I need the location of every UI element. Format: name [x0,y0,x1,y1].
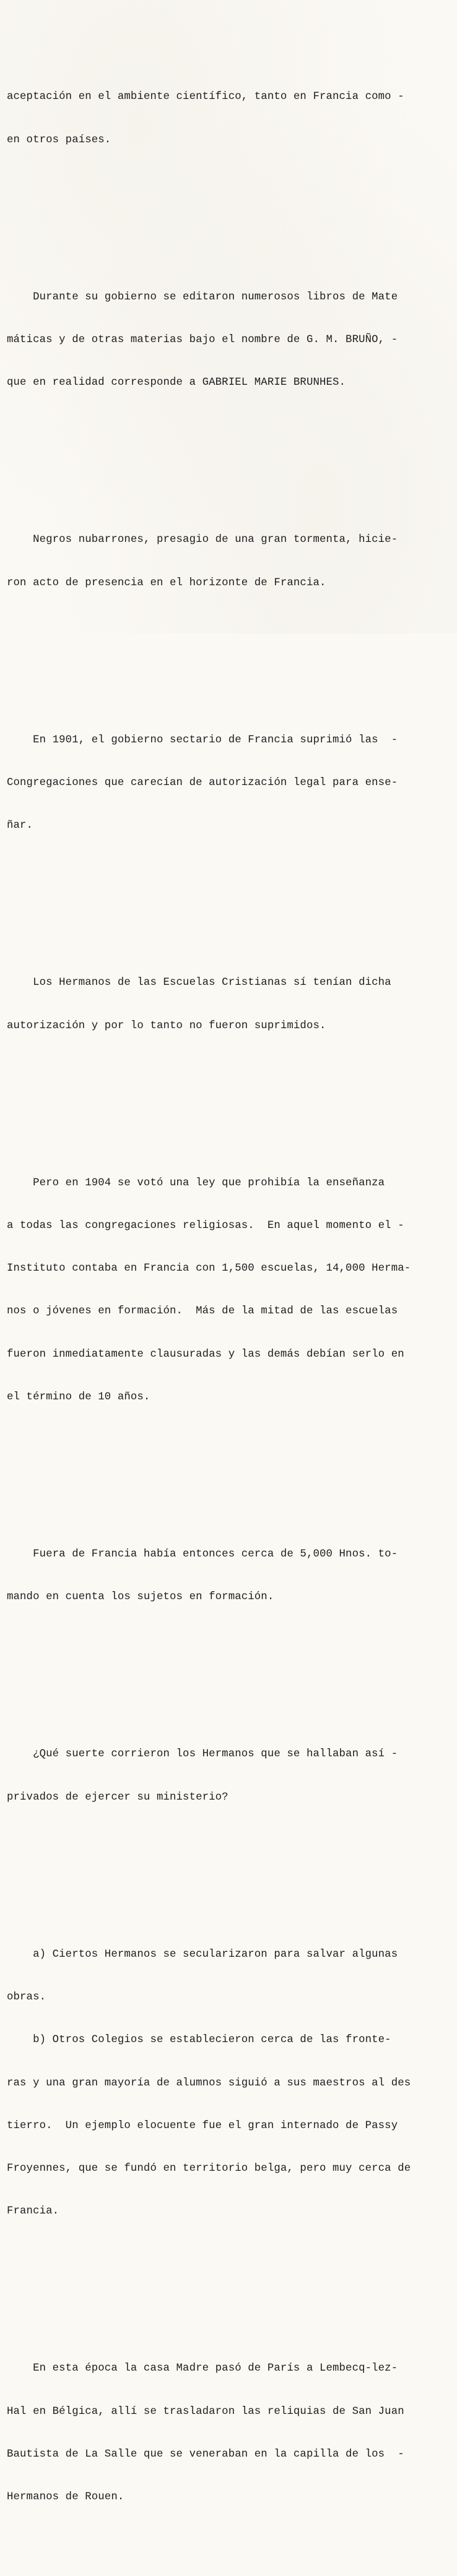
text-line: Hermanos de Rouen. [7,2491,124,2504]
text-line: Fuera de Francia había entonces cerca de 5,000 Hnos. to- [7,1548,398,1561]
paragraph-6 [7,1147,450,1433]
text-line: el término de 10 años. [7,1391,150,1403]
text-line: Hal en Bélgica, allí se trasladaron las reliquias de San Juan [7,2405,404,2418]
text-line: a) Ciertos Hermanos se secularizaron para salvar algunas [7,1948,398,1960]
text-line: obras. [7,1991,46,2003]
paragraph-7 [7,1519,450,1633]
paragraph-5 [7,947,450,1062]
text-line: Instituto contaba en Francia con 1,500 escuelas, 14,000 Herma- [7,1263,411,1275]
text-line: ras y una gran mayoría de alumnos siguió a sus maestros al des [7,2077,411,2089]
paragraph-8 [7,1719,450,1833]
text-line: privados de ejercer su ministerio? [7,1791,228,1803]
text-line: Los Hermanos de las Escuelas Cristianas sí tenían dicha [7,977,391,989]
text-line: tierro. Un ejemplo elocuente fue el gran internado de Passy [7,2119,398,2132]
text-line: mando en cuenta los sujetos en formación. [7,1591,274,1604]
paragraph-2 [7,262,450,419]
text-line: máticas y de otras materias bajo el nombre de G. M. BRUÑO, - [7,334,398,346]
paragraph-1 [7,61,450,176]
paragraph-9 [7,1918,450,2247]
paragraph-3 [7,504,450,619]
text-line: en otros países. [7,134,111,146]
text-line: Froyennes, que se fundó en territorio belga, pero muy cerca de [7,2163,411,2175]
text-line: ¿Qué suerte corrieron los Hermanos que se hallaban así - [7,1748,398,1761]
text-line: ñar. [7,820,33,832]
text-line: autorización y por lo tanto no fueron suprimidos. [7,1020,326,1032]
text-line: nos o jóvenes en formación. Más de la mitad de las escuelas [7,1305,398,1318]
text-line: aceptación en el ambiente científico, tanto en Francia como - [7,91,404,103]
text-line: que en realidad corresponde a GABRIEL MARIE BRUNHES. [7,377,346,389]
text-line: b) Otros Colegios se establecieron cerca de las fronte- [7,2034,391,2046]
text-line: Congregaciones que carecían de autorización legal para ense- [7,776,398,789]
paragraph-4 [7,705,450,862]
body-text [7,19,450,2576]
text-line: Pero en 1904 se votó una ley que prohibía la enseñanza [7,1177,385,1189]
paragraph-10 [7,2333,450,2533]
text-line: En esta época la casa Madre pasó de París a Lembecq-lez- [7,2363,398,2375]
text-line: Durante su gobierno se editaron numerosos libros de Mate [7,291,398,303]
text-line: fueron inmediatamente clausuradas y las demás debían serlo en [7,1348,404,1360]
text-line: Bautista de La Salle que se veneraban en la capilla de los - [7,2448,404,2460]
text-line: En 1901, el gobierno sectario de Francia suprimió las - [7,734,398,746]
text-line: Francia. [7,2205,59,2218]
text-line: ron acto de presencia en el horizonte de Francia. [7,577,326,589]
text-line: Negros nubarrones, presagio de una gran tormenta, hicie- [7,534,398,546]
text-line: a todas las congregaciones religiosas. En aquel momento el - [7,1219,404,1232]
